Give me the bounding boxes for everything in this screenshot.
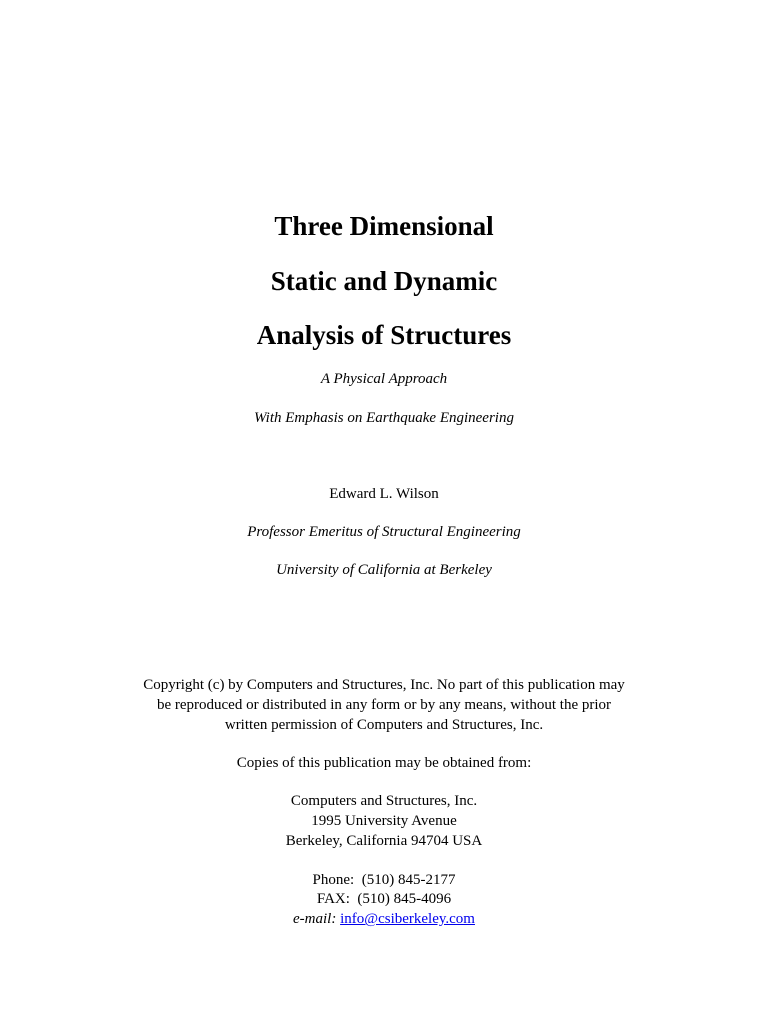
title-line-3: Analysis of Structures xyxy=(256,320,512,350)
author-affiliation: University of California at Berkeley xyxy=(276,562,492,578)
email-label: e-mail: xyxy=(293,911,337,927)
copyright-line-1: Copyright (c) by Computers and Structures, Inc. No part of this publication may xyxy=(143,677,625,693)
publisher-city: Berkeley, California 94704 USA xyxy=(285,833,483,849)
author-position: Professor Emeritus of Structural Engineering xyxy=(247,524,521,540)
publisher-street: 1995 University Avenue xyxy=(311,813,457,829)
title-line-1: Three Dimensional xyxy=(274,211,494,241)
author-name: Edward L. Wilson xyxy=(329,486,439,502)
copyright-line-3: written permission of Computers and Structures, Inc. xyxy=(224,717,544,733)
contact-fax: FAX: (510) 845-4096 xyxy=(316,891,452,907)
publisher-name: Computers and Structures, Inc. xyxy=(290,793,478,809)
subtitle-line-2: With Emphasis on Earthquake Engineering xyxy=(254,410,514,426)
copyright-line-2: be reproduced or distributed in any form or by any means, without the prior xyxy=(156,697,612,713)
contact-phone: Phone: (510) 845-2177 xyxy=(312,872,456,888)
email-link[interactable]: info@csiberkeley.com xyxy=(340,911,475,927)
title-line-2: Static and Dynamic xyxy=(270,266,498,296)
copies-note: Copies of this publication may be obtained from: xyxy=(236,755,532,771)
contact-email-line xyxy=(0,910,768,929)
subtitle-line-1: A Physical Approach xyxy=(320,371,448,387)
